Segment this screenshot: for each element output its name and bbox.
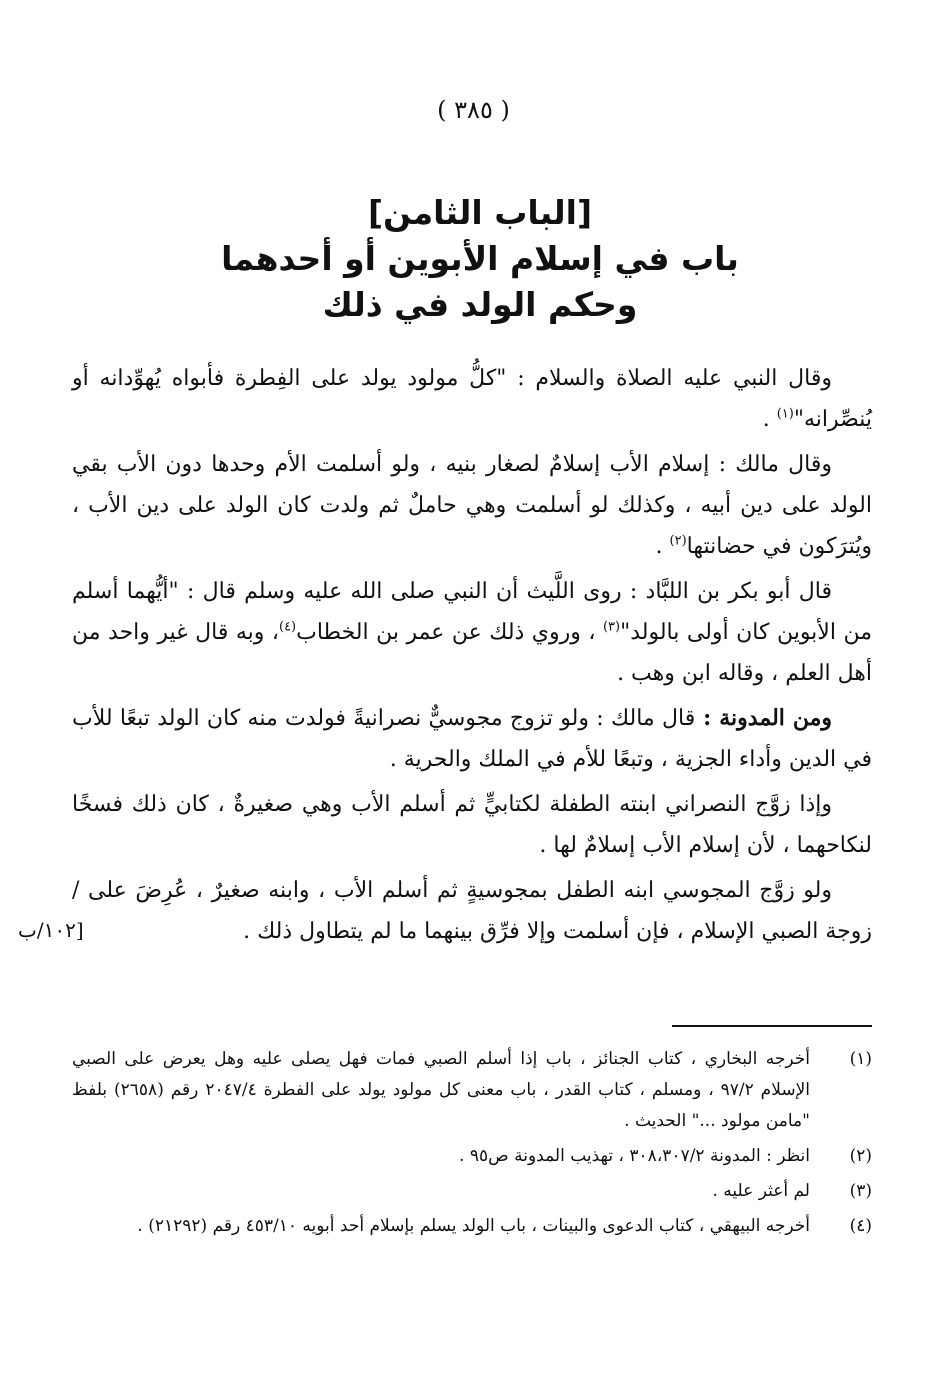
footnote: [72, 1044, 872, 1137]
footnote-ref[interactable]: (١): [776, 406, 794, 422]
footnote-ref[interactable]: (٣): [602, 619, 621, 635]
paragraph: وقال النبي عليه الصلاة والسلام : "كلُّ مولود يولد على الفِطرة فأبواه يُهوِّدانه أو يُنصِّرانه"$^{(١)}$ .: [72, 366, 872, 432]
footnote: [72, 1141, 872, 1172]
paragraph: قال أبو بكر بن اللبَّاد : روى اللَّيث أن النبي صلى الله عليه وسلم قال : "أيُّهما أسلم من الأبوين كان أولى بالولد"$^{(٣)}$ ، وروي ذلك عن عمر بن الخطاب$^{(٤)}$، وبه قال غير واحد من أهل العلم ، وقاله ابن وهب .: [72, 579, 872, 686]
footnote-ref[interactable]: (٤): [278, 619, 297, 635]
source-label: ومن المدونة :: [695, 705, 832, 731]
footnotes: [72, 1044, 872, 1246]
footnote-text: أخرجه البيهقي ، كتاب الدعوى والبينات ، باب الولد يسلم بإسلام أحد أبويه ٤٥٣/١٠ رقم (٢١٢٩٢) .: [137, 1216, 810, 1236]
paragraph: ومن المدونة : قال مالك : ولو تزوج مجوسيٌّ نصرانيةً فولدت منه كان الولد تبعًا للأب في الدين وأداء الجزية ، وتبعًا للأم في الملك والحرية .: [72, 705, 872, 772]
footnote-number: (٣): [849, 1181, 872, 1201]
footnote-text: أخرجه البخاري ، كتاب الجنائز ، باب إذا أسلم الصبي فمات فهل يصلى عليه وهل يعرض على الصبي الإسلام ٩٧/٢ ، ومسلم ، كتاب القدر ، باب معنى كل مولود يولد على الفطرة ٢٠٤٧/٤ رقم (٢٦٥٨) بلفظ "مامن مولود ..." الحديث .: [72, 1049, 811, 1131]
footnote-number: (١): [849, 1049, 872, 1069]
paragraph: ولو زوَّج المجوسي ابنه الطفل بمجوسيةٍ ثم أسلم الأب ، وابنه صغيرٌ ، عُرِضَ على / زوجة الصبي الإسلام ، فإن أسلمت وإلا فرِّق بينهما ما لم يتطاول ذلك .: [72, 878, 872, 944]
chapter-heading: [160, 190, 800, 328]
footnote-text: لم أعثر عليه .: [712, 1181, 810, 1201]
manuscript-folio-marker: [١٠٢/ب: [18, 918, 84, 942]
footnote-text: انظر : المدونة ٣٠٨،٣٠٧/٢ ، تهذيب المدونة ص٩٥ .: [459, 1146, 810, 1166]
footnote-ref[interactable]: (٢): [669, 533, 687, 549]
chapter-subtitle-line2: وحكم الولد في ذلك: [322, 285, 638, 324]
chapter-title: [الباب الثامن]: [367, 193, 593, 232]
footnote-number: (٢): [849, 1146, 872, 1166]
chapter-subtitle-line1: باب في إسلام الأبوين أو أحدهما: [221, 239, 739, 278]
paragraph: وإذا زوَّج النصراني ابنته الطفلة لكتابيٍّ ثم أسلم الأب وهي صغيرةٌ ، كان ذلك فسخًا لنكاحهما ، لأن إسلام الأب إسلامٌ لها .: [72, 792, 872, 858]
footnote: [72, 1176, 872, 1207]
body-text: [72, 358, 872, 952]
footnote: [72, 1211, 872, 1242]
footnote-number: (٤): [849, 1216, 872, 1236]
footnote-divider: [672, 1025, 872, 1027]
paragraph: وقال مالك : إسلام الأب إسلامٌ لصغار بنيه ، ولو أسلمت الأم وحدها دون الأب بقي الولد على دين أبيه ، وكذلك لو أسلمت وهي حاملٌ ثم ولدت كان الولد على دين الأب ، ويُترَكون في حضانتها$^{(٢)}$ .: [72, 452, 872, 559]
page-number: ( ٣٨٥ ): [437, 96, 510, 124]
